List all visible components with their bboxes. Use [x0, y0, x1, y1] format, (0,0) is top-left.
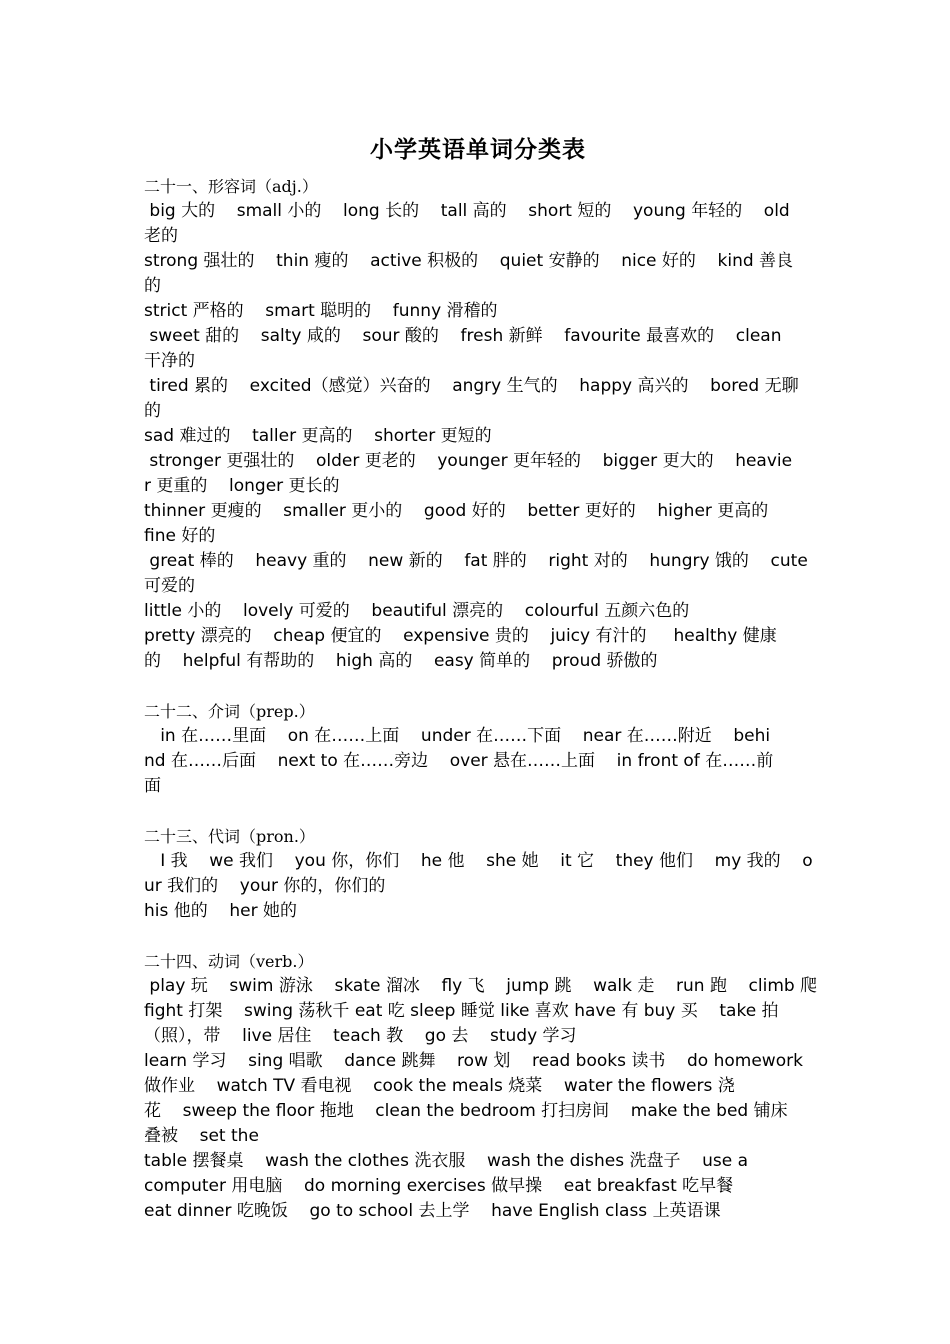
text-line: 花 sweep the floor 拖地 clean the bedroom 打扫房间 make the bed 铺床: [144, 1101, 788, 1121]
text-line: table 摆餐桌 wash the clothes 洗衣服 wash the dishes 洗盘子 use a: [144, 1151, 749, 1171]
text-line: 的: [144, 401, 161, 421]
text-line: 面: [144, 776, 161, 796]
text-line: stronger 更强壮的 older 更老的 younger 更年轻的 bigger 更大的 heavie: [144, 451, 793, 471]
text-line: （照），带 live 居住 teach 教 go 去 study 学习: [144, 1026, 577, 1046]
text-line: thinner 更瘦的 smaller 更小的 good 好的 better 更好的 higher 更高的: [144, 501, 769, 521]
section-heading: 二十三、代词（pron.）: [144, 827, 315, 846]
text-line: pretty 漂亮的 cheap 便宜的 expensive 贵的 juicy 有汁的 healthy 健康: [144, 626, 777, 646]
text-line: in 在……里面 on 在……上面 under 在……下面 near 在……附近 behi: [144, 726, 771, 746]
document-title: 小学英语单词分类表: [370, 136, 586, 163]
text-line: eat dinner 吃晚饭 go to school 去上学 have English class 上英语课: [144, 1201, 721, 1221]
text-line: sweet 甜的 salty 咸的 sour 酸的 fresh 新鲜 favourite 最喜欢的 clean: [144, 326, 782, 346]
text-line: 可爱的: [144, 576, 195, 596]
text-line: his 他的 her 她的: [144, 901, 297, 921]
section-verbs: [144, 949, 818, 1224]
document-page: [144, 130, 818, 1224]
section-adjectives: [144, 174, 812, 674]
text-line: little 小的 lovely 可爱的 beautiful 漂亮的 colourful 五颜六色的: [144, 601, 690, 621]
text-line: 做作业 watch TV 看电视 cook the meals 烧菜 water the flowers 浇: [144, 1076, 735, 1096]
section-prepositions: [144, 699, 812, 799]
text-line: 干净的: [144, 351, 195, 371]
text-line: learn 学习 sing 唱歌 dance 跳舞 row 划 read books 读书 do homework: [144, 1051, 803, 1071]
text-line: ur 我们的 your 你的，你们的: [144, 876, 386, 896]
text-line: 老的: [144, 226, 178, 246]
text-line: fight 打架 swing 荡秋千 eat 吃 sleep 睡觉 like 喜欢 have 有 buy 买 take 拍: [144, 1001, 779, 1021]
section-pronouns: [144, 824, 812, 924]
text-line: great 棒的 heavy 重的 new 新的 fat 胖的 right 对的 hungry 饿的 cute: [144, 551, 808, 571]
text-line: tired 累的 excited（感觉）兴奋的 angry 生气的 happy 高兴的 bored 无聊: [144, 376, 799, 396]
text-line: big 大的 small 小的 long 长的 tall 高的 short 短的 young 年轻的 old: [144, 201, 790, 221]
text-line: 的 helpful 有帮助的 high 高的 easy 简单的 proud 骄傲的: [144, 651, 658, 671]
text-line: strong 强壮的 thin 瘦的 active 积极的 quiet 安静的 nice 好的 kind 善良: [144, 251, 794, 271]
text-line: computer 用电脑 do morning exercises 做早操 eat breakfast 吃早餐: [144, 1176, 734, 1196]
section-heading: 二十二、介词（prep.）: [144, 702, 315, 721]
text-line: 的: [144, 276, 161, 296]
section-heading: 二十一、形容词（adj.）: [144, 177, 318, 196]
text-line: fine 好的: [144, 526, 216, 546]
text-line: r 更重的 longer 更长的: [144, 476, 340, 496]
text-line: 叠被 set the: [144, 1126, 259, 1146]
text-line: sad 难过的 taller 更高的 shorter 更短的: [144, 426, 492, 446]
text-line: strict 严格的 smart 聪明的 funny 滑稽的: [144, 301, 498, 321]
text-line: play 玩 swim 游泳 skate 溜冰 fly 飞 jump 跳 walk 走 run 跑 climb 爬: [144, 976, 818, 996]
text-line: nd 在……后面 next to 在……旁边 over 悬在……上面 in front of 在……前: [144, 751, 774, 771]
section-heading: 二十四、动词（verb.）: [144, 952, 314, 971]
text-line: I 我 we 我们 you 你，你们 he 他 she 她 it 它 they 他们 my 我的 o: [144, 851, 813, 871]
